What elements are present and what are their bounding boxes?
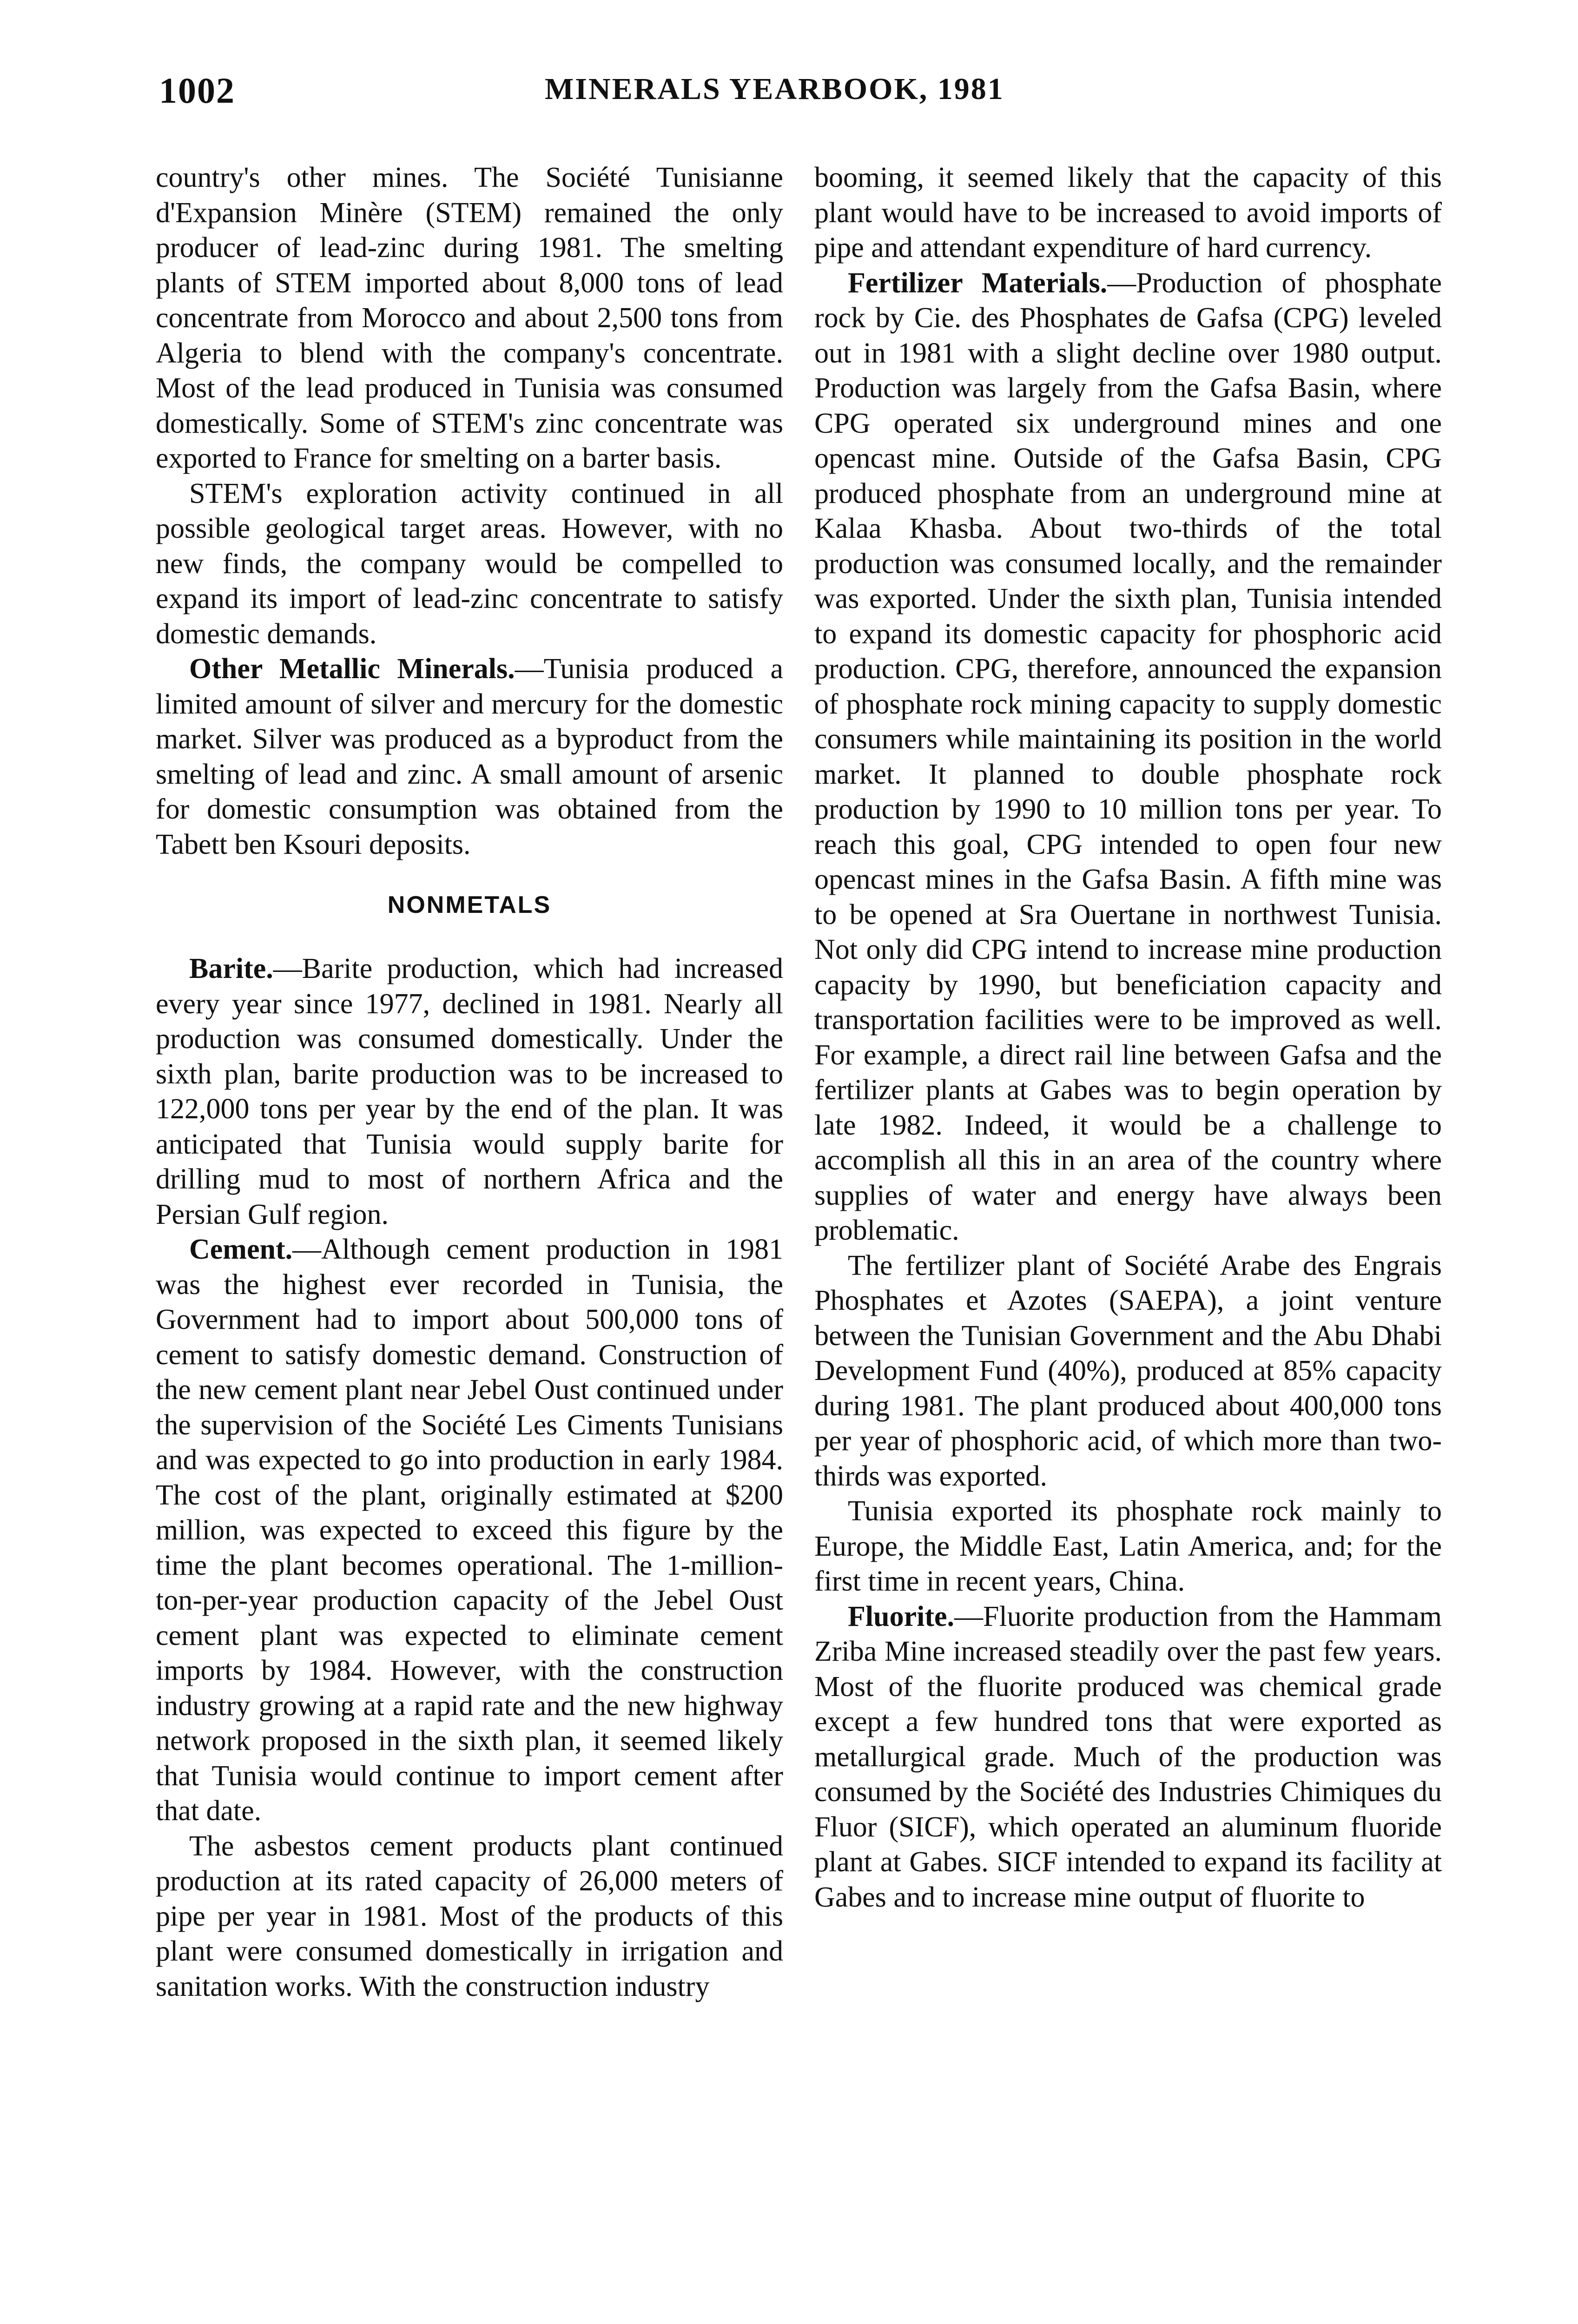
paragraph-fluorite bbox=[814, 1599, 1442, 1915]
section-heading-nonmetals: NONMETALS bbox=[387, 891, 552, 918]
paragraph-other-metallic-minerals bbox=[156, 652, 783, 862]
paragraph-body-barite: —Barite production, which had increased every year since 1977, declined in 1981. Nearly all production was consumed domestically. Under the sixth plan, barite production was to be increased to 122,000 tons per year by the end of the plan. It was anticipated that Tunisia would supply barite for drilling mud to most of northern Africa and the Persian Gulf region. bbox=[156, 953, 783, 1230]
paragraph-phosphate-exports: Tunisia exported its phosphate rock mainly to Europe, the Middle East, Latin America, and; for the first time in recent years, China. bbox=[814, 1495, 1442, 1597]
page-number: 1002 bbox=[159, 70, 235, 111]
left-column bbox=[156, 160, 783, 2004]
right-column bbox=[814, 160, 1442, 1915]
running-header bbox=[159, 70, 1439, 121]
paragraph-asbestos-continued: booming, it seemed likely that the capacity of this plant would have to be increased to avoid imports of pipe and attendant expenditure of hard currency. bbox=[814, 162, 1442, 264]
paragraph-body-fluorite: —Fluorite production from the Hammam Zriba Mine increased steadily over the past few years. Most of the fluorite produced was chemical grade except a few hundred tons that were exported as metallurgical grade. Much of the production was consumed by the Société des Industries Chimiques du Fluor (SICF), which operated an aluminum fluoride plant at Gabes. SICF intended to expand its facility at Gabes and to increase mine output of fluorite to bbox=[814, 1600, 1442, 1913]
run-in-heading-fertilizer: Fertilizer Materials. bbox=[848, 267, 1108, 299]
paragraph-asbestos-cement: The asbestos cement products plant continued production at its rated capacity of 26,000 meters of pipe per year in 1981. Most of the products of this plant were consumed domestically in irrigation and sanitation works. With the construction industry bbox=[156, 1830, 783, 2002]
paragraph-cement bbox=[156, 1232, 783, 1829]
paragraph-saepa: The fertilizer plant of Société Arabe des Engrais Phosphates et Azotes (SAEPA), a joint venture between the Tunisian Government and the Abu Dhabi Development Fund (40%), produced at 85% capacity during 1981. The plant produced about 400,000 tons per year of phosphoric acid, of which more than two-thirds was exported. bbox=[814, 1249, 1442, 1492]
paragraph-body-cement: —Although cement production in 1981 was the highest ever recorded in Tunisia, the Government had to import about 500,000 tons of cement to satisfy domestic demand. Construction of the new cement plant near Jebel Oust continued under the supervision of the Société Les Ciments Tunisians and was expected to go into production in early 1984. The cost of the plant, originally estimated at $200 million, was expected to exceed this figure by the time the plant becomes operational. The 1-million-ton-per-year production capacity of the Jebel Oust cement plant was expected to eliminate cement imports by 1984. However, with the construction industry growing at a rapid rate and the new highway network proposed in the sixth plan, it seemed likely that Tunisia would continue to import cement after that date. bbox=[156, 1234, 783, 1827]
paragraph-fertilizer-materials bbox=[814, 266, 1442, 1248]
paragraph-barite bbox=[156, 951, 783, 1232]
run-in-heading-other-metallic: Other Metallic Minerals. bbox=[189, 653, 515, 685]
paragraph-stem-exploration: STEM's exploration activity continued in all possible geological target areas. However, with no new finds, the company would be compelled to expand its import of lead-zinc concentrate to satisfy domestic demands. bbox=[156, 477, 783, 650]
run-in-heading-fluorite: Fluorite. bbox=[848, 1600, 954, 1632]
paragraph-lead-zinc-continued: country's other mines. The Société Tunisianne d'Expansion Minère (STEM) remained the only producer of lead-zinc during 1981. The smelting plants of STEM imported about 8,000 tons of lead concentrate from Morocco and about 2,500 tons from Algeria to blend with the company's concentrate. Most of the lead produced in Tunisia was consumed domestically. Some of STEM's zinc concentrate was exported to France for smelting on a barter basis. bbox=[156, 162, 783, 474]
run-in-heading-cement: Cement. bbox=[189, 1234, 293, 1265]
paragraph-body-other-metallic: —Tunisia produced a limited amount of silver and mercury for the domestic market. Silver was produced as a byproduct from the smelting of lead and zinc. A small amount of arsenic for domestic consumption was obtained from the Tabett ben Ksouri deposits. bbox=[156, 653, 783, 860]
paragraph-body-fertilizer: —Production of phosphate rock by Cie. des Phosphates de Gafsa (CPG) leveled out in 1981 with a slight decline over 1980 output. Production was largely from the Gafsa Basin, where CPG operated six underground mines and one opencast mine. Outside of the Gafsa Basin, CPG produced phosphate from an underground mine at Kalaa Khasba. About two-thirds of the total production was consumed locally, and the remainder was exported. Under the sixth plan, Tunisia intended to expand its domestic capacity for phosphoric acid production. CPG, therefore, announced the expansion of phosphate rock mining capacity to supply domestic consumers while maintaining its position in the world market. It planned to double phosphate rock production by 1990 to 10 million tons per year. To reach this goal, CPG intended to open four new opencast mines in the Gafsa Basin. A fifth mine was to be opened at Sra Ouertane in northwest Tunisia. Not only did CPG intend to increase mine production capacity by 1990, but beneficiation capacity and transportation facilities were to be improved as well. For example, a direct rail line between Gafsa and the fertilizer plants at Gabes was to begin operation by late 1982. Indeed, it would be a challenge to accomplish all this in an area of the country where supplies of water and energy have always been problematic. bbox=[814, 267, 1442, 1246]
running-title: MINERALS YEARBOOK, 1981 bbox=[545, 72, 1004, 106]
run-in-heading-barite: Barite. bbox=[189, 953, 273, 984]
